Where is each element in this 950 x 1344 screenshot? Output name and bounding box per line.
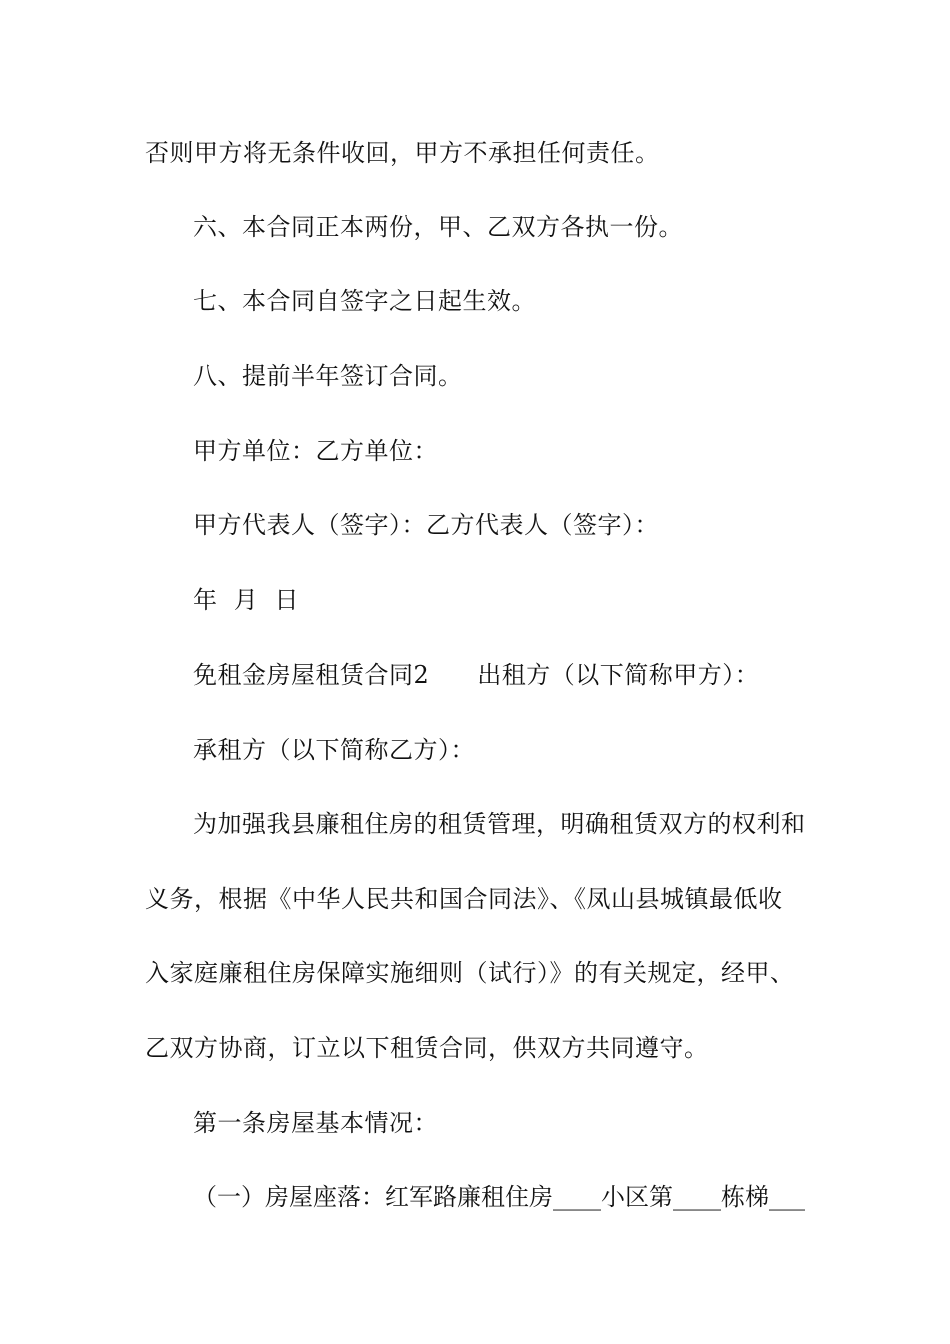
preamble-line-2: 义务，根据《中华人民共和国合同法》、《凤山县城镇最低收 (145, 885, 783, 913)
contract-title: 免租金房屋租赁合同2 (193, 661, 430, 689)
clause-seven: 七、本合同自签字之日起生效。 (193, 287, 536, 315)
contract-title-line (193, 660, 759, 690)
lessee-label: 承租方（以下简称乙方）： (193, 736, 475, 764)
clause-eight: 八、提前半年签订合同。 (193, 362, 463, 390)
representatives-signature-line: 甲方代表人（签字）：乙方代表人（签字）： (193, 511, 659, 539)
property-location-line: （一）房屋座落：红军路廉租住房____小区第____栋梯___ (193, 1183, 805, 1211)
preamble-line-1: 为加强我县廉租住房的租赁管理，明确租赁双方的权利和 (193, 810, 806, 838)
clause-six: 六、本合同正本两份，甲、乙双方各执一份。 (193, 213, 683, 241)
party-units-line: 甲方单位：乙方单位： (193, 437, 438, 465)
lessor-label: 出租方（以下简称甲方）： (477, 661, 760, 689)
preamble-line-3: 入家庭廉租住房保障实施细则（试行）》的有关规定，经甲、 (145, 959, 795, 987)
article-one-heading: 第一条房屋基本情况： (193, 1109, 438, 1137)
text-line-1: 否则甲方将无条件收回，甲方不承担任何责任。 (145, 139, 660, 167)
date-line: 年 月 日 (193, 586, 300, 614)
preamble-line-4: 乙双方协商，订立以下租赁合同，供双方共同遵守。 (145, 1034, 709, 1062)
